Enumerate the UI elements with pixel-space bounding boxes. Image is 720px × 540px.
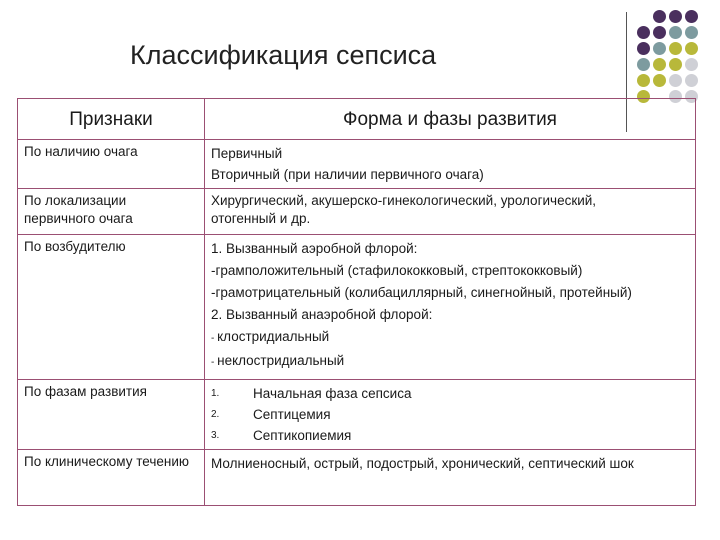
forms-cell: Первичный Вторичный (при наличии первичного очага) [205,140,696,189]
phases-list [211,383,689,446]
classification-table [17,98,696,506]
header-forms-phases: Форма и фазы развития [205,99,696,140]
list-item: 1. Начальная фаза сепсиса [211,386,412,401]
list-item: 2. Септицемия [211,407,331,422]
sign-cell: По фазам развития [18,380,205,450]
forms-cell: Молниеносный, острый, подострый, хронический, септический шок [205,450,696,506]
table-row [18,450,696,506]
list-item: 3. Септикопиемия [211,428,352,443]
sign-cell: По локализации первичного очага [18,189,205,235]
table-row [18,140,696,189]
slide-title: Классификация сепсиса [130,40,437,70]
table-row [18,380,696,450]
header-signs: Признаки [18,99,205,140]
table-row [18,235,696,380]
sign-cell: По наличию очага [18,140,205,189]
forms-cell: Хирургический, акушерско-гинекологический, урологический, отогенный и др. [205,189,696,235]
decorative-dot-grid [637,10,707,106]
forms-cell: 1. Вызванный аэробной флорой: -грамположительный (стафилококковый, стрептококковый) -грамотрицательный (колибациллярный, синегнойный, протейный) 2. Вызванный анаэробной флорой: - клостридиальный - неклостридиальный [205,235,696,380]
sign-cell: По клиническому течению [18,450,205,506]
table-header-row [18,99,696,140]
sign-cell: По возбудителю [18,235,205,380]
table-row [18,189,696,235]
forms-cell [205,380,696,450]
